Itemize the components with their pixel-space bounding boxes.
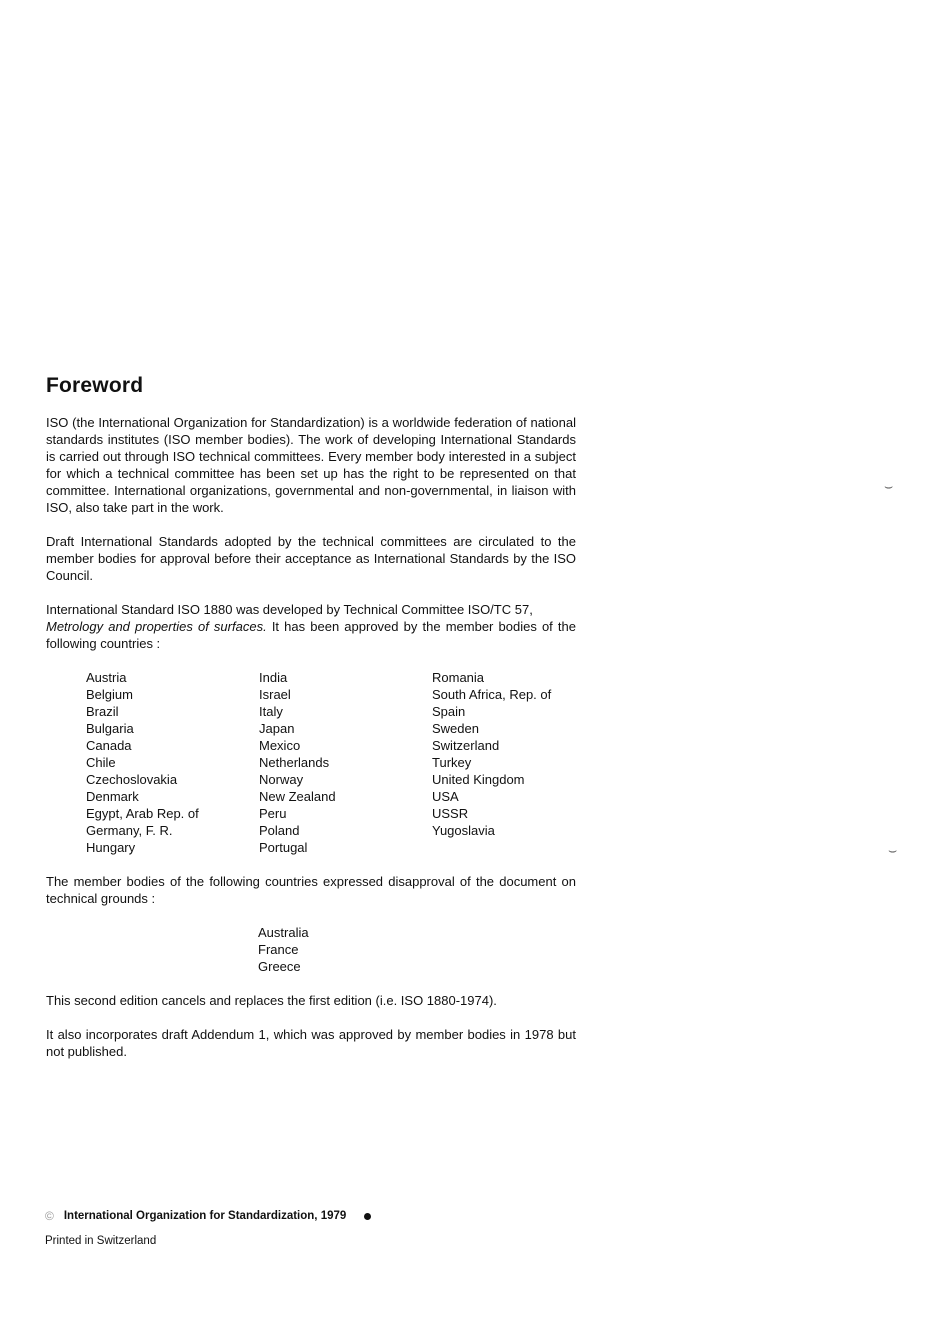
country-item: Spain [432,704,466,719]
country-item: Poland [259,823,300,838]
country-item: Romania [432,670,485,685]
approval-paragraph [46,601,576,652]
approval-text-end: It has been approved by the member bodies of the following countries : [46,619,576,651]
copyright-line [45,1209,371,1223]
draft-paragraph: Draft International Standards adopted by the technical committees are circulated to the member bodies for approval before their acceptance as International Standards by the ISO Council. [46,534,576,583]
country-item: Australia [258,925,309,940]
country-item: Japan [259,721,295,736]
disapproval-paragraph: The member bodies of the following countries expressed disapproval of the document on technical grounds : [46,874,576,906]
country-column-2 [259,669,432,856]
country-item: Turkey [432,755,472,770]
country-item: Hungary [86,840,136,855]
addendum-paragraph: It also incorporates draft Addendum 1, which was approved by member bodies in 1978 but not published. [46,1027,576,1059]
country-item: Norway [259,772,304,787]
country-item: Canada [86,738,132,753]
country-item: Bulgaria [86,721,134,736]
country-item: United Kingdom [432,772,525,787]
approval-text-start: International Standard ISO 1880 was developed by Technical Committee ISO/TC 57, [46,602,533,617]
intro-paragraph: ISO (the International Organization for Standardization) is a worldwide federation of national standards institutes (ISO member bodies). The work of developing International Standards is carried out through ISO technical committees. Every member body interested in a subject for which a technical committee has been set up has the right to be represented on that committee. International organizations, governmental and non-governmental, in liaison with ISO, also take part in the work. [46,415,576,515]
country-item: Austria [86,670,127,685]
country-item: Greece [258,959,301,974]
country-column-3 [432,669,592,856]
country-item: South Africa, Rep. of [432,687,552,702]
country-item: Portugal [259,840,308,855]
country-item: France [258,942,299,957]
country-item: Italy [259,704,283,719]
bullet-icon [364,1213,371,1220]
country-item: New Zealand [259,789,336,804]
country-item: USSR [432,806,469,821]
country-column-1 [86,669,259,856]
country-item: Czechoslovakia [86,772,178,787]
country-item: Belgium [86,687,133,702]
printed-in: Printed in Switzerland [45,1235,157,1247]
country-item: Egypt, Arab Rep. of [86,806,199,821]
country-item: Yugoslavia [432,823,495,838]
scan-mark-upper: ⌣ [884,478,894,494]
committee-title: Metrology and properties of surfaces. [46,619,267,634]
country-item: Germany, F. R. [86,823,173,838]
country-item: Peru [259,806,287,821]
edition-paragraph: This second edition cancels and replaces the first edition (i.e. ISO 1880-1974). [46,993,497,1008]
country-item: Mexico [259,738,301,753]
country-item: Sweden [432,721,479,736]
page-footer [45,1209,371,1247]
country-item: Chile [86,755,116,770]
copyright-icon: © [45,1209,54,1223]
page-title: Foreword [46,374,144,397]
copyright-text: International Organization for Standardization, 1979 [63,1210,347,1222]
country-item: Israel [259,687,291,702]
approving-countries-list [86,669,576,856]
country-item: USA [432,789,459,804]
country-item: Brazil [86,704,119,719]
country-item: Denmark [86,789,139,804]
foreword-section [46,372,576,1060]
scan-mark-lower: ⌣ [888,842,898,858]
country-item: Switzerland [432,738,500,753]
country-item: India [259,670,288,685]
disapproving-countries-list [258,924,576,975]
country-item: Netherlands [259,755,330,770]
